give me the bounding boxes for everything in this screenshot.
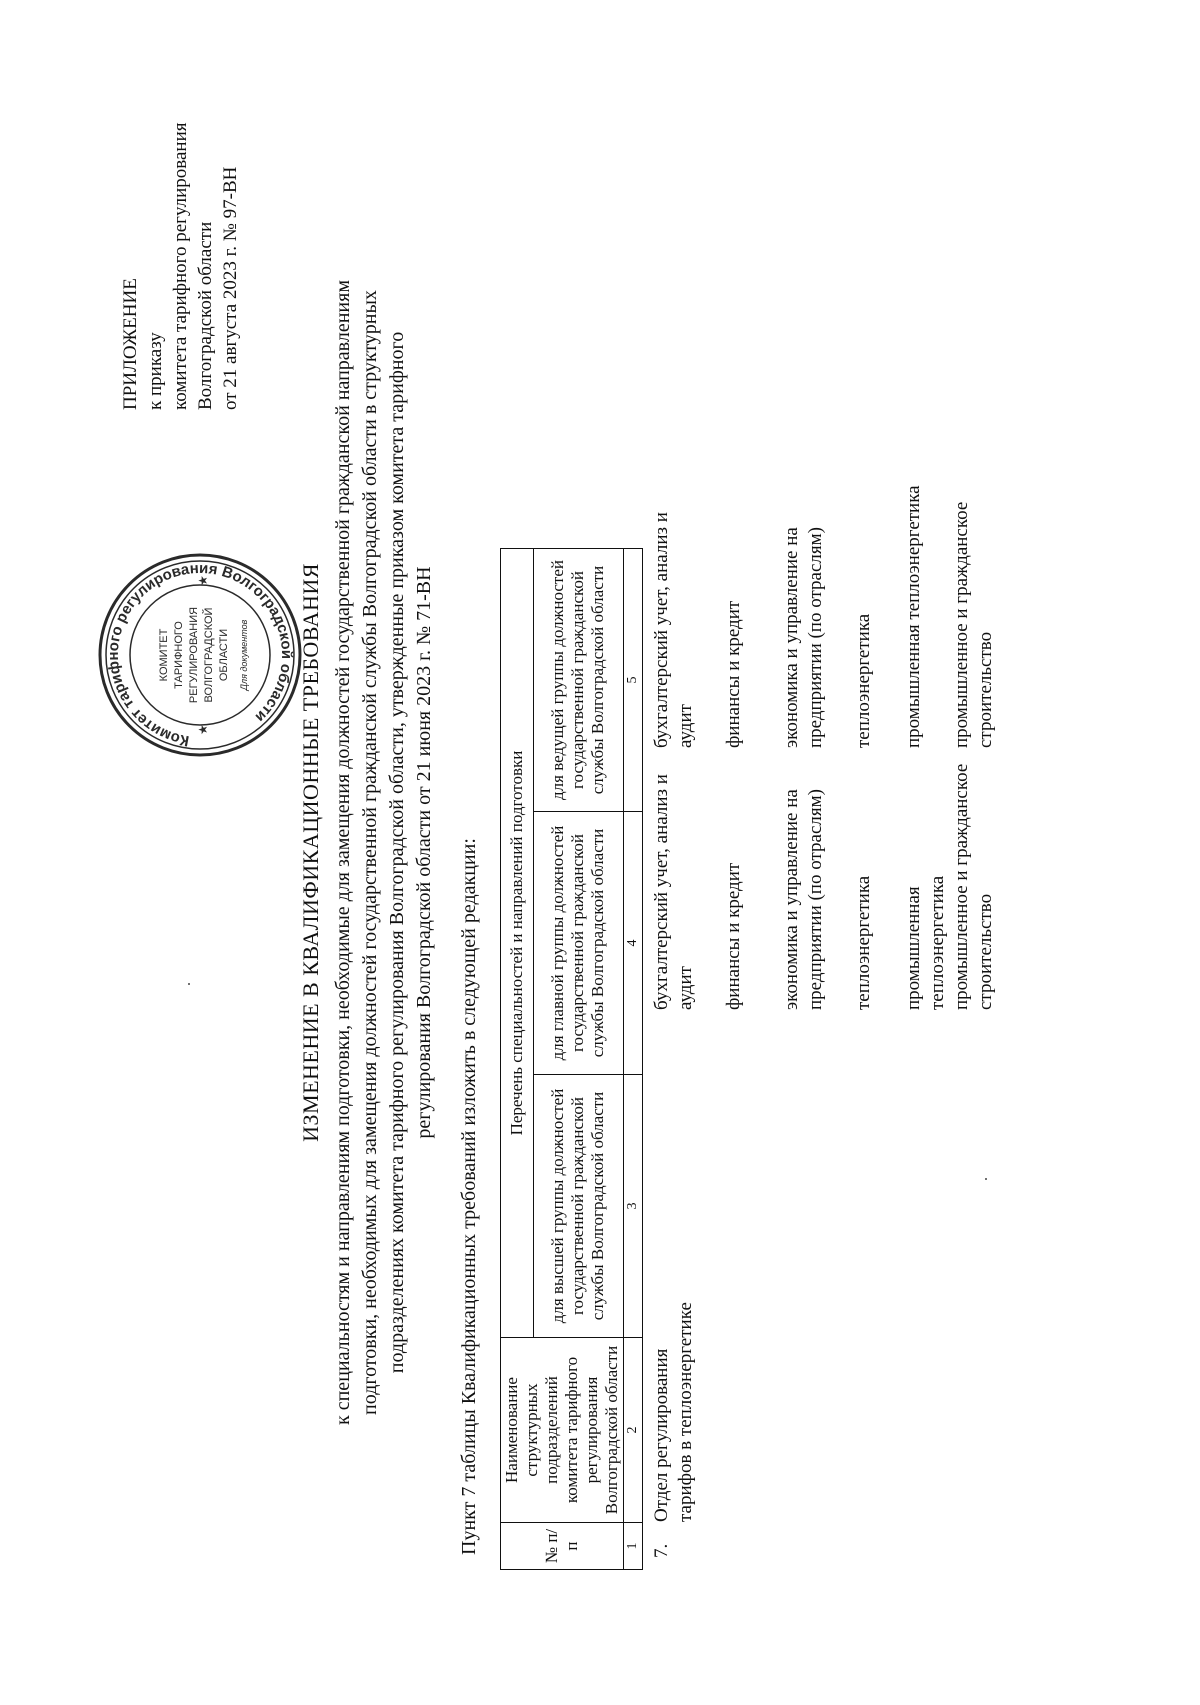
header-number: № п/п (501, 1523, 624, 1570)
seal-center-line: РЕГУЛИРОВАНИЯ (188, 606, 200, 704)
seal-star-left: ★ (196, 724, 210, 735)
row-department-name: Отдел регулирования тарифов в теплоэнергетике (651, 1302, 696, 1522)
list-item: экономика и управление на предприятии (по отраслям) (781, 527, 826, 748)
header-group: Перечень специальностей и направлений подготовки (501, 549, 534, 1338)
list-item: промышленная теплоэнергетика (903, 875, 948, 1010)
scan-speck (985, 1178, 987, 1180)
seal-star-right: ★ (196, 575, 210, 586)
seal-center-line: ТАРИФНОГО (173, 621, 185, 689)
column-number: 2 (624, 1338, 643, 1523)
list-item: промышленное и гражданское строительство (951, 501, 996, 748)
list-item: теплоэнергетика (853, 613, 874, 748)
appendix-date: от 21 августа 2023 г. № 97-ВН (220, 166, 241, 410)
header-highest-group: для высшей группы должностей государственной гражданской службы Волгоградской области (533, 1075, 623, 1338)
seal-label: Для документов (239, 619, 249, 691)
list-item: промышленное и гражданское строительство (951, 763, 996, 1010)
subtitle-line: подразделениях комитета тарифного регулирования Волгоградской области, утвержденные приказом комитета тарифного (386, 331, 408, 1374)
appendix-block (118, 30, 243, 410)
requirements-table-header (500, 548, 643, 1570)
document-subtitle (330, 110, 438, 1595)
row-leading-group-list (650, 476, 998, 748)
subtitle-line: к специальностям и направлениям подготовки, необходимые для замещения должностей государственной гражданской направлениям (332, 280, 354, 1425)
column-number: 5 (624, 549, 643, 812)
row-number: 7. (651, 1543, 672, 1558)
list-item: промышленная теплоэнергетика (903, 485, 924, 748)
appendix-line: Волгоградской области (195, 221, 216, 410)
row-main-group-list (650, 748, 998, 1010)
column-number: 1 (624, 1523, 643, 1570)
list-item: бухгалтерский учет, анализ и аудит (651, 774, 696, 1010)
official-seal (95, 550, 305, 760)
list-item: теплоэнергетика (853, 875, 874, 1010)
header-main-group: для главной группы должностей государственной гражданской службы Волгоградской области (533, 812, 623, 1075)
appendix-title: ПРИЛОЖЕНИЕ (120, 278, 141, 410)
scan-speck (188, 983, 190, 985)
list-item: бухгалтерский учет, анализ и аудит (651, 512, 696, 748)
seal-center-line: ВОЛГОГРАДСКОЙ (203, 607, 215, 703)
column-number: 4 (624, 812, 643, 1075)
seal-center-line: ОБЛАСТИ (218, 628, 230, 682)
subtitle-line: регулирования Волгоградской области от 21 июня 2023 г. № 71-ВН (413, 566, 435, 1139)
header-leading-group: для ведущей группы должностей государственной гражданской службы Волгоградской области (533, 549, 623, 812)
subtitle-line: подготовки, необходимых для замещения должностей государственной гражданской службы Волгоградской области в структурных (359, 290, 381, 1415)
intro-text: Пункт 7 таблицы Квалификационных требований изложить в следующей редакции: (458, 838, 480, 1555)
seal-ring-text: Комитет тарифного регулирования Волгоградской области (104, 559, 296, 750)
list-item: финансы и кредит (723, 600, 744, 748)
column-number: 3 (624, 1075, 643, 1338)
list-item: экономика и управление на предприятии (по отраслям) (781, 789, 826, 1010)
seal-center-line: КОМИТЕТ (158, 628, 170, 682)
header-department: Наименование структурных подразделений комитета тарифного регулирования Волгоградской области (501, 1338, 624, 1523)
list-item: финансы и кредит (723, 862, 744, 1010)
appendix-line: комитета тарифного регулирования (170, 122, 191, 410)
document-title: ИЗМЕНЕНИЕ В КВАЛИФИКАЦИОННЫЕ ТРЕБОВАНИЯ (298, 563, 323, 1142)
appendix-line: к приказу (145, 332, 166, 410)
